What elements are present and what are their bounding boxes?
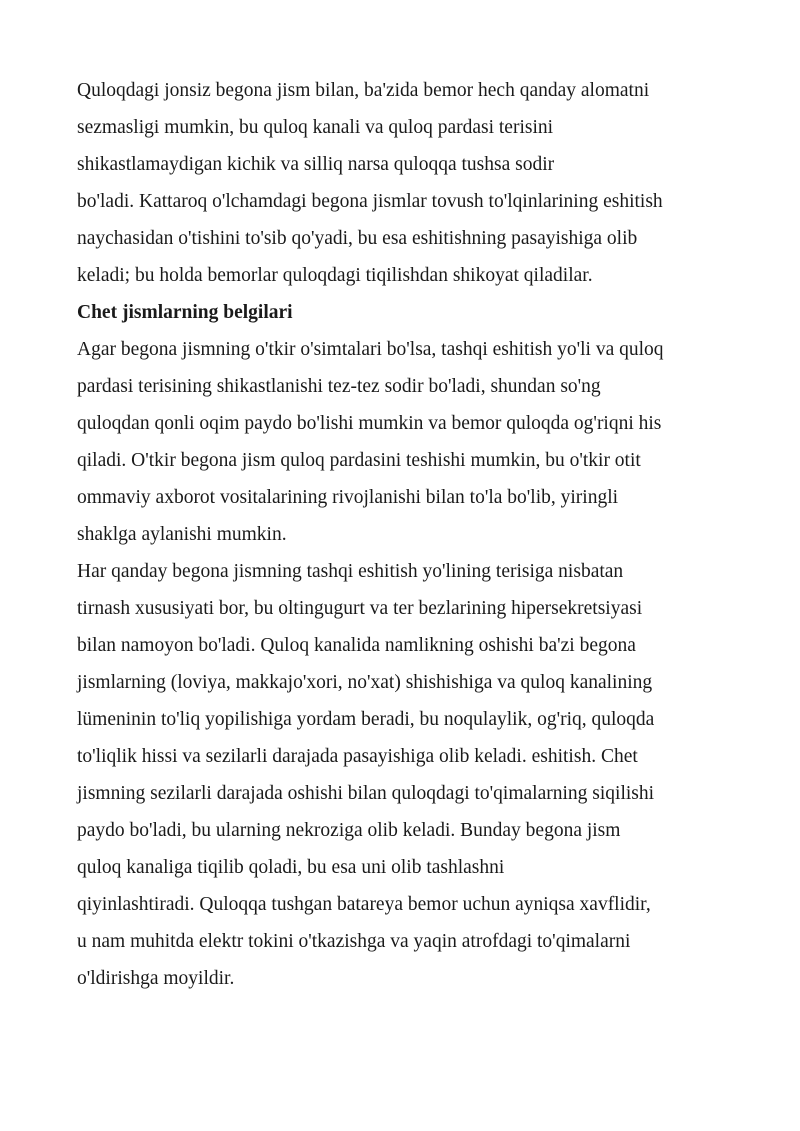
text-line: sezmasligi mumkin, bu quloq kanali va quloq pardasi terisini [77, 117, 554, 138]
text-line: qiladi. O'tkir begona jism quloq pardasini teshishi mumkin, bu o'tkir otit [77, 450, 641, 471]
text-line: ommaviy axborot vositalarining rivojlanishi bilan to'la bo'lib, yiringli [77, 487, 619, 508]
text-line: u nam muhitda elektr tokini o'tkazishga va yaqin atrofdagi to'qimalarni [77, 931, 631, 952]
text-line: pardasi terisining shikastlanishi tez-tez sodir bo'ladi, shundan so'ng [77, 376, 601, 397]
text-line: lümeninin to'liq yopilishiga yordam beradi, bu noqulaylik, og'riq, quloqda [77, 709, 655, 730]
text-line: keladi; bu holda bemorlar quloqdagi tiqilishdan shikoyat qiladilar. [77, 265, 593, 286]
section-heading: Chet jismlarning belgilari [77, 302, 293, 323]
paragraph-sharp-objects [77, 331, 737, 553]
paragraph-irritation [77, 553, 737, 997]
text-line: Har qanday begona jismning tashqi eshitish yo'lining terisiga nisbatan [77, 561, 624, 582]
text-line: naychasidan o'tishini to'sib qo'yadi, bu esa eshitishning pasayishiga olib [77, 228, 638, 249]
text-line: bo'ladi. Kattaroq o'lchamdagi begona jismlar tovush to'lqinlarining eshitish [77, 191, 663, 212]
text-line: quloq kanaliga tiqilib qoladi, bu esa uni olib tashlashni [77, 857, 505, 878]
text-line: jismning sezilarli darajada oshishi bilan quloqdagi to'qimalarning siqilishi [77, 783, 655, 804]
text-line: paydo bo'ladi, bu ularning nekroziga olib keladi. Bunday begona jism [77, 820, 621, 841]
text-line: shikastlamaydigan kichik va silliq narsa quloqqa tushsa sodir [77, 154, 555, 175]
text-line: to'liqlik hissi va sezilarli darajada pasayishiga olib keladi. eshitish. Chet [77, 746, 638, 767]
text-line: qiyinlashtiradi. Quloqqa tushgan batareya bemor uchun ayniqsa xavflidir, [77, 894, 651, 915]
text-line: jismlarning (loviya, makkajo'xori, no'xat) shishishiga va quloq kanalining [77, 672, 653, 693]
text-line: bilan namoyon bo'ladi. Quloq kanalida namlikning oshishi ba'zi begona [77, 635, 636, 656]
text-line: Quloqdagi jonsiz begona jism bilan, ba'zida bemor hech qanday alomatni [77, 80, 650, 101]
paragraph-intro [77, 72, 737, 294]
text-line: tirnash xususiyati bor, bu oltingugurt va ter bezlarining hipersekretsiyasi [77, 598, 643, 619]
text-line: o'ldirishga moyildir. [77, 968, 235, 989]
text-line: Agar begona jismning o'tkir o'simtalari bo'lsa, tashqi eshitish yo'li va quloq [77, 339, 664, 360]
document-page [77, 72, 737, 997]
text-line: shaklga aylanishi mumkin. [77, 524, 287, 545]
text-line: quloqdan qonli oqim paydo bo'lishi mumkin va bemor quloqda og'riqni his [77, 413, 662, 434]
